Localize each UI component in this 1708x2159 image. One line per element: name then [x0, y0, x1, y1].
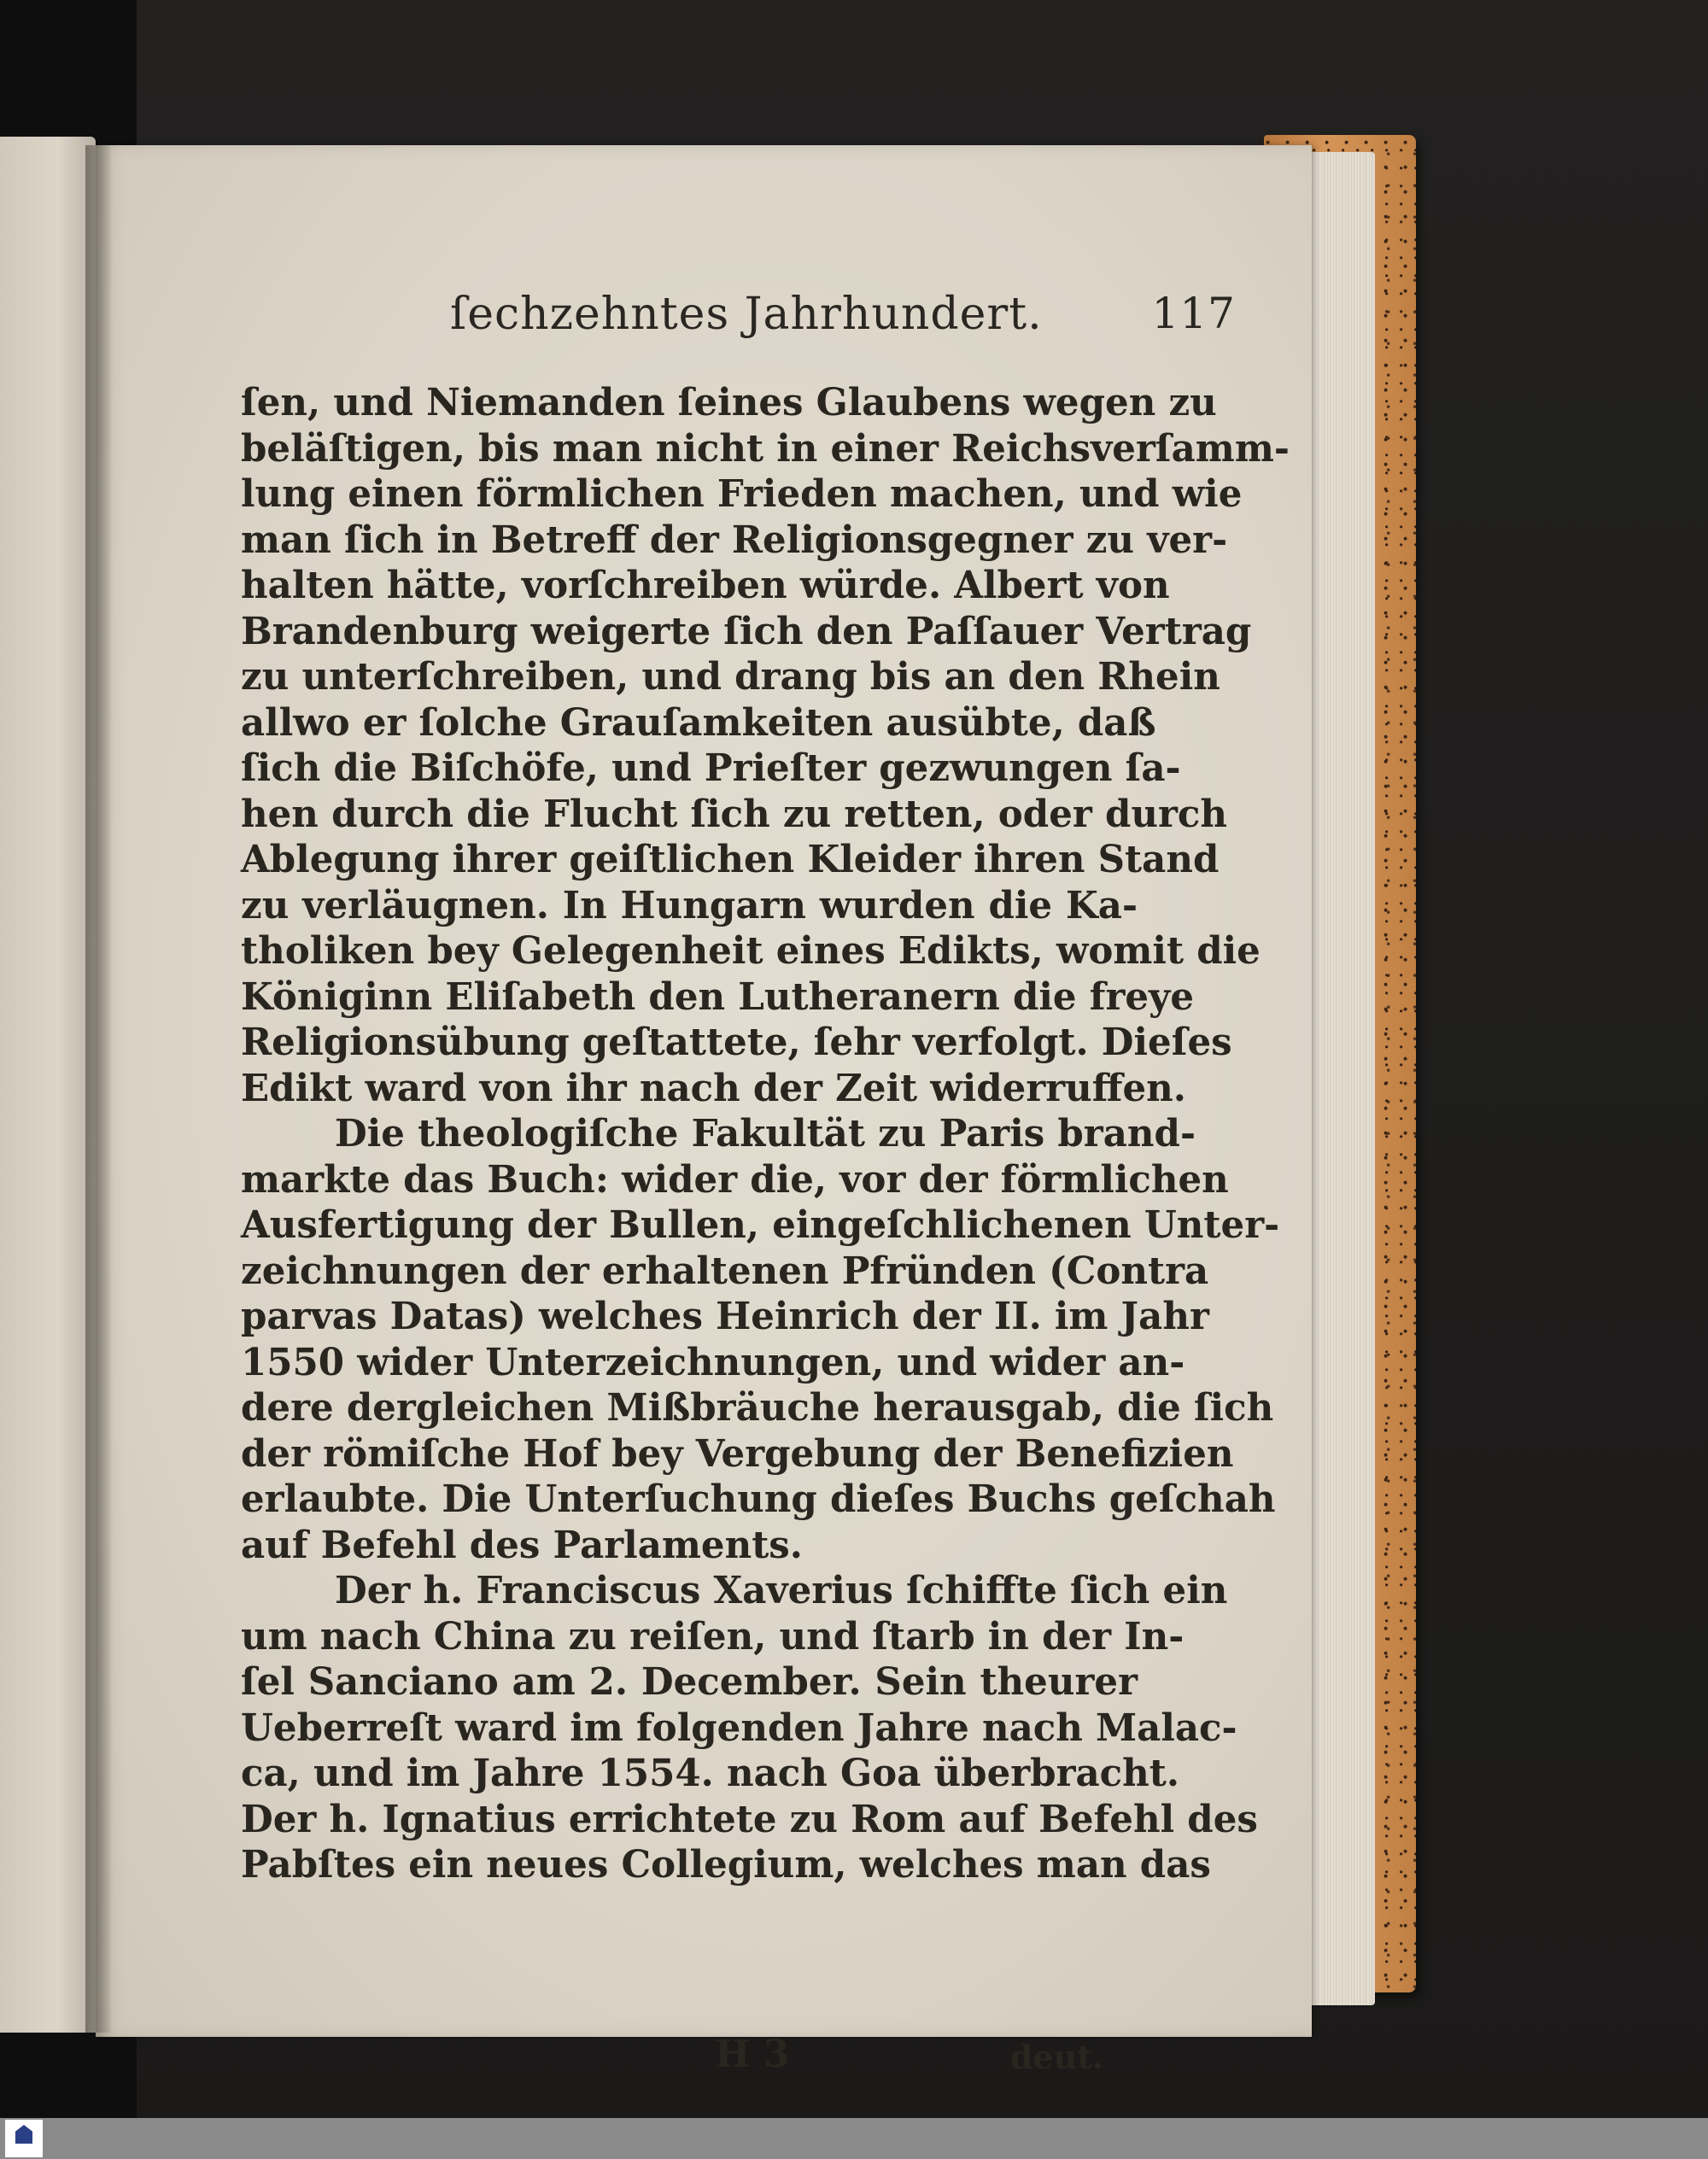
text-line: um nach China zu reiſen, und ſtarb in der In- — [241, 1614, 1184, 1659]
text-line: ſich die Biſchöfe, und Prieſter gezwungen ſa- — [241, 746, 1181, 790]
text-line: erlaubte. Die Unterſuchung dieſes Buchs geſchah — [241, 1477, 1276, 1521]
recto-page — [96, 145, 1312, 2076]
text-line: ſel Sanciano am 2. December. Sein theurer — [241, 1660, 1138, 1704]
text-line: halten hätte, vorſchreiben würde. Albert von — [241, 564, 1170, 607]
text-line: dere dergleichen Mißbräuche herausgab, die ſich — [241, 1386, 1274, 1430]
text-line: Die theologiſche Fakultät zu Paris brand- — [335, 1112, 1196, 1156]
running-head-title: ſechzehntes Jahrhundert. — [450, 289, 1043, 340]
library-logo — [5, 2120, 43, 2157]
running-head — [450, 289, 1236, 340]
text-line: Königinn Eliſabeth den Lutheranern die freye — [241, 974, 1195, 1019]
text-line: lung einen förmlichen Frieden machen, und wie — [241, 472, 1243, 516]
building-icon — [15, 2125, 32, 2144]
text-line: zu unterſchreiben, und drang bis an den Rhein — [241, 655, 1220, 699]
text-line: parvas Datas) welches Heinrich der II. im Jahr — [241, 1295, 1209, 1338]
text-line: Religionsübung geſtattete, ſehr verfolgt. Dieſes — [241, 1021, 1232, 1064]
text-line: Pabſtes ein neues Collegium, welches man das — [241, 1843, 1211, 1887]
catchword: deut. — [1009, 2038, 1103, 2076]
text-line: zeichnungen der erhaltenen Pfründen (Contra — [241, 1249, 1209, 1293]
signature-mark: H 3 — [715, 2033, 790, 2076]
gutter-shadow — [85, 145, 111, 2033]
text-line: hen durch die Flucht ſich zu retten, oder durch — [241, 792, 1228, 836]
text-line: beläſtigen, bis man nicht in einer Reichsverſamm- — [241, 426, 1290, 471]
text-line: ſen, und Niemanden ſeines Glaubens wegen zu — [241, 381, 1217, 424]
text-line: Der h. Franciscus Xaverius ſchiffte ſich ein — [335, 1569, 1228, 1612]
text-line: Der h. Ignatius errichtete zu Rom auf Befehl des — [241, 1797, 1258, 1841]
text-line: man ſich in Betreff der Religionsgegner zu ver- — [241, 518, 1228, 562]
verso-page — [0, 137, 96, 2033]
text-line: allwo er ſolche Grauſamkeiten ausübte, daß — [241, 700, 1156, 745]
page-footer — [241, 2033, 1138, 2084]
text-line: Ablegung ihrer geiſtlichen Kleider ihren Stand — [241, 838, 1220, 881]
text-line: auf Befehl des Parlaments. — [241, 1523, 803, 1567]
text-line: markte das Buch: wider die, vor der förmlichen — [241, 1157, 1229, 1202]
text-line: ca, und im Jahre 1554. nach Goa überbracht. — [241, 1752, 1180, 1795]
text-line: Brandenburg weigerte ſich den Paſſauer Vertrag — [241, 609, 1252, 653]
body-text — [241, 380, 1290, 1888]
page-number: 117 — [1151, 289, 1236, 338]
text-line: 1550 wider Unterzeichnungen, und wider an- — [241, 1340, 1185, 1384]
text-line: Ueberreſt ward im folgenden Jahre nach Malac- — [241, 1706, 1237, 1750]
text-line: der römiſche Hof bey Vergebung der Benefizien — [241, 1431, 1234, 1476]
text-line: Edikt ward von ihr nach der Zeit widerruffen. — [241, 1066, 1186, 1110]
text-line: zu verläugnen. In Hungarn wurden die Ka- — [241, 883, 1138, 927]
text-line: tholiken bey Gelegenheit eines Edikts, womit die — [241, 929, 1261, 973]
text-line: Ausfertigung der Bullen, eingeſchlichenen Unter- — [241, 1203, 1280, 1247]
viewer-bottom-bar — [0, 2118, 1708, 2159]
